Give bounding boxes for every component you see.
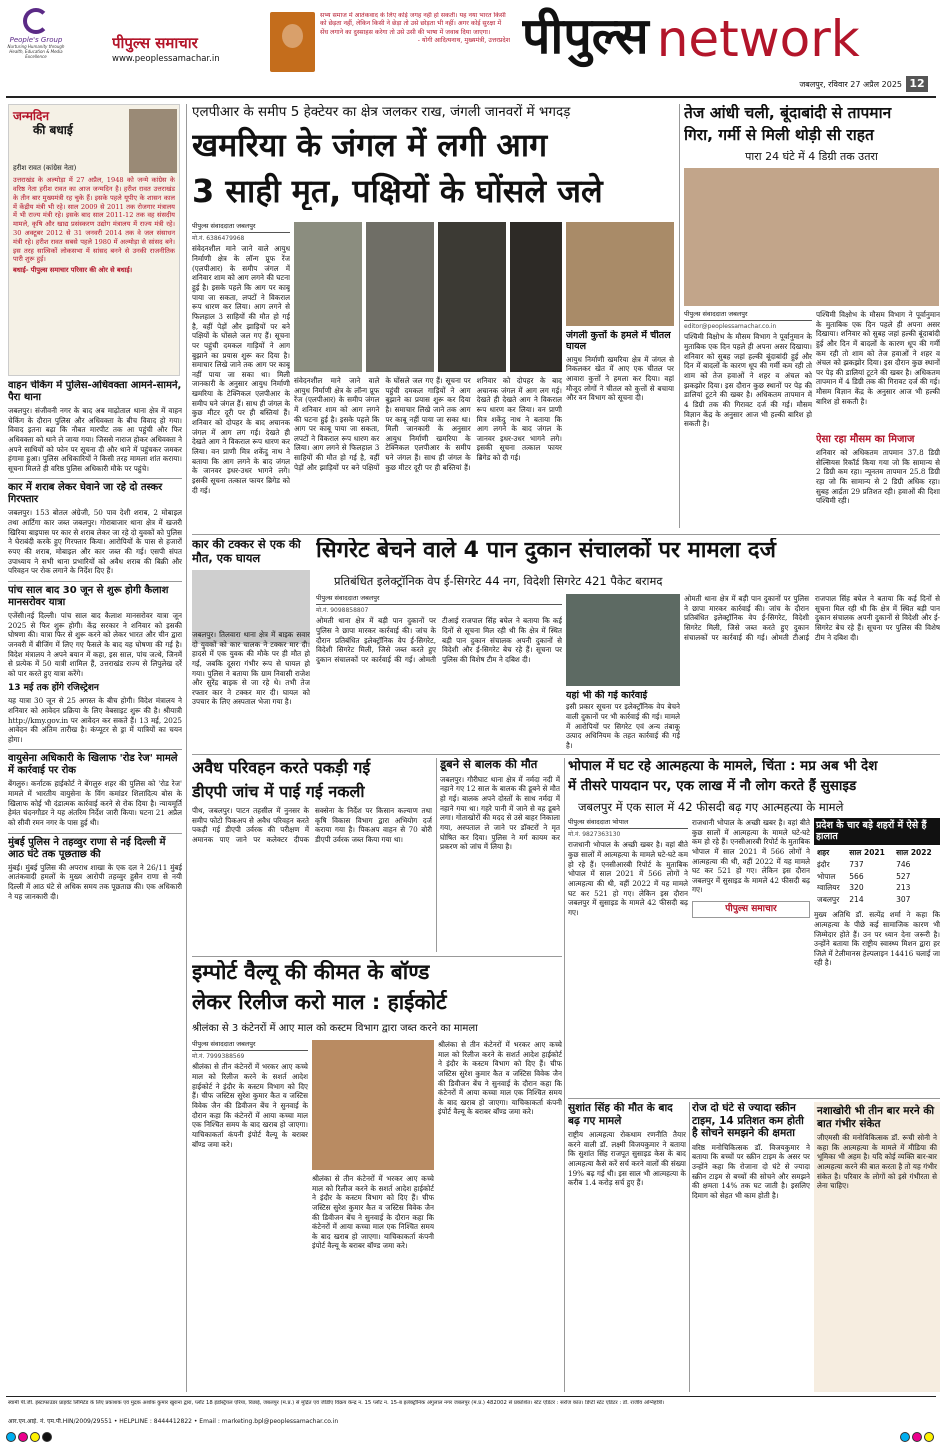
import-body: श्रीलंका से तीन कंटेनरों में भरकर आए कच्चे माल को रिलीज करने के सशर्त आदेश हाईकोर्ट ने इंदौर के कस्टम विभाग को दिए हैं। चीफ जस्टिस सुरेश कुमार कैत व जस्टिस विवेक जैन की डिवीजन बेंच ने सुनवाई के दौरान कहा कि कंटेनरों में आया कच्चा माल एक निश्चित समय के बाद खराब हो जाएगा। याचिकाकर्ता कंपनी इंपोर्ट वैल्यू के बराबर बॉण्ड जमा करे। <box>192 1062 308 1149</box>
import-headline-line1: इम्पोर्ट वैल्यू की कीमत के बॉण्ड <box>192 960 430 984</box>
cigarette-body-cont: ओमती थाना क्षेत्र में बड़ी पान दुकानों पर पुलिस ने छापा मारकर कार्रवाई की। जांच के दौरान प्रतिबंधित इलेक्ट्रॉनिक वेप ई-सिगरेट, विदेशी सिगरेट मिली, जिसे जब्त करते हुए दुकान संचालकों पर कार्रवाई की गई। ओमती टीआई राजपाल सिंह बघेल ने बताया कि कई दिनों से सूचना मिल रही थी कि क्षेत्र में स्थित बड़ी पान दुकान संचालक अपनी दुकानों से विदेशी और ई-सिगरेट बेच रहे हैं। सूचना पर पुलिस की विशेष टीम ने दबिश दी। <box>684 594 940 642</box>
import-body-cont: श्रीलंका से तीन कंटेनरों में भरकर आए कच्चे माल को रिलीज करने के सशर्त आदेश हाईकोर्ट ने इंदौर के कस्टम विभाग को दिए हैं। चीफ जस्टिस सुरेश कुमार कैत व जस्टिस विवेक जैन की डिवीजन बेंच ने सुनवाई के दौरान कहा कि कंटेनरों में आया कच्चा माल एक निश्चित समय के बाद खराब हो जाएगा। याचिकाकर्ता कंपनी इंपोर्ट वैल्यू के बराबर बॉण्ड जमा करे। <box>312 1174 434 1251</box>
lead-text <box>192 222 290 532</box>
lead-body: संवेदनशील माने जाने वाले आयुध निर्माणी क्षेत्र के लॉन्ग प्रूफ रेंज (एलपीआर) के समीप जंगल में शनिवार शाम को आग लगने की घटना हुई है। इसके पहले कि आग पर काबू पाया जा सकता, लपटों ने विकराल रूप धारण कर लिया। आग लगने से फिलहाल 3 साहियों की मौत हो गई है, वहीं पेड़ों और झाड़ियों पर बने पक्षियों के घोंसले जल गए हैं। सूचना पर पहुंची दमकल गाड़ियों ने आग बुझाने का प्रयास शुरू कर दिया है। समाचार लिखे जाने तक आग पर काबू नहीं पाया जा सका था। मिली जानकारी के अनुसार आयुध निर्माणी खमरिया के टेक्निकल एलपीआर के समीप घने जंगल हैं। साथ ही जंगल के कुछ मीटर दूरी पर ही बस्तियां हैं। शनिवार को दोपहर के बाद अचानक जंगल में आग लग गई। देखते ही देखते आग ने विकराल रूप धारण कर लिया। वन प्राणी मित्र शकेंदु नाथ ने बताया कि आग लगने के बाद जंगल के जानवर इधर-उधर भागने लगे। इसकी सूचना तत्काल फायर ब्रिगेड को दी गई। <box>192 244 290 495</box>
import-byline: पीपुल्स संवाददाता जबलपुर <box>192 1040 308 1051</box>
story-kailash <box>8 581 182 678</box>
table-row <box>814 871 940 883</box>
network-hindi: पीपुल्स <box>522 7 649 65</box>
police-raid-photo <box>566 594 680 686</box>
peoples-group-emblem-icon <box>23 8 49 34</box>
cigarette-headline: सिगरेट बेचने वाले 4 पान दुकान संचालकों पर मामला दर्ज <box>316 538 776 563</box>
registration-mark-icon <box>30 1432 40 1442</box>
cigarette-body2: इसी प्रकार सूचना पर इलेक्ट्रॉनिक वेप बेचने वाली दुकानों पर भी कार्रवाई की गई। मामले में आरोपियों पर सिगरेट एवं अन्य तंबाकू उत्पाद अधिनियम के तहत कार्रवाई की गई है। <box>566 702 680 750</box>
weather-body2: शनिवार को अधिकतम तापमान 37.8 डिग्री सेल्सियस रिकॉर्ड किया गया जो कि सामान्य से 2 डिग्री कम रहा। न्यूनतम तापमान 25.8 डिग्री रहा जो कि सामान्य से 2 डिग्री अधिक रहा। सुबह आर्द्रता 29 प्रतिशत रही। हवाओं की दिशा पश्चिमी रही। <box>816 448 940 506</box>
story-registration <box>8 683 182 744</box>
bhopal-body: राजधानी भोपाल के अच्छी खबर है। वहां बीते कुछ सालों में आत्महत्या के मामले घटे-घटे कम हो रहे हैं। एनसीआरबी रिपोर्ट के मुताबिक भोपाल में साल 2021 में 566 लोगों ने आत्महत्या की थी, वहीं 2022 में यह मामले घट कर 521 हो गए। लेकिन इस दौरान जबलपुर में सुसाइड के मामले 42 फीसदी बढ़ गए। <box>568 840 688 917</box>
table-cell: 737 <box>849 859 864 869</box>
sushant-body: राष्ट्रीय आत्महत्या रोकथाम रणनीति तैयार करने वाली डॉ. लक्ष्मी विजयकुमार ने बताया कि सुशांत सिंह राजपूत सुसाइड केस के बाद आत्महत्या कैसे करें सर्च करने वालों की संख्या 19% बढ़ गई थी। इस साल भी आत्महत्या के करीब 1.4 करोड़ सर्च हुए हैं। <box>568 1130 686 1188</box>
weather-subhead: पारा 24 घंटे में 4 डिग्री तक उतरा <box>745 150 878 163</box>
bhopal-divider <box>564 758 565 1392</box>
bhopal-subhead: जबलपुर में एक साल में 42 फीसदी बढ़ गए आत्महत्या के मामले <box>578 800 844 814</box>
birthday-title-bottom: की बधाई <box>33 123 73 138</box>
drowning-story <box>440 758 560 952</box>
story-body: मुंबई। मुंबई पुलिस की अपराध शाखा के एक दल ने 26/11 मुंबई आतंकवादी हमलों के मुख्य आरोपी तहव्वुर हुसैन राणा से नयी दिल्ली में आठ घंटे से अधिक समय तक पूछताछ की। एक अधिकारी ने यह जानकारी दी। <box>8 862 182 901</box>
bhopal-headline-line1: भोपाल में घट रहे आत्महत्या के मामले, चिंता : मप्र अब भी देश <box>568 758 878 774</box>
story-tahawwur <box>8 833 182 902</box>
birthday-text: उत्तराखंड के अल्मोड़ा में 27 अप्रैल, 1948 को जन्मे कांग्रेस के वरिष्ठ नेता हरीश रावत का आज जन्मदिन है। हरीश रावत उत्तराखंड के तीन बार मुख्यमंत्री रह चुके हैं। इसके पहले यूपीए के शासन काल में केंद्रीय मंत्री भी रहे। साल 2009 से 2011 तक रोजगार मंत्रालय में भी राज्य मंत्री रहे। इसके बाद साल 2011-12 तक वह संसदीय मामले, कृषि और खाद्य प्रसंस्करण उद्योग मंत्रालय में राज्य मंत्री रहे। 30 अक्टूबर 2012 से 31 जनवरी 2014 तक वे जल संसाधन मंत्री रहे। हरीश रावत सबसे पहले 1980 में अल्मोड़ा से सांसद बने। इस तरह सात्विकों लोकसभा में सांसद बनने से उनकी राजनीतिक पारी शुरू हुई। <box>13 176 175 264</box>
paper-logo <box>112 34 262 74</box>
sushant-story <box>568 1102 686 1392</box>
weather-subhead2: ऐसा रहा मौसम का मिजाज <box>816 434 915 445</box>
car-accident-text <box>192 630 310 750</box>
story-headline: पांच साल बाद 30 जून से शुरू होगी कैलाश मानसरोवर यात्रा <box>8 584 169 608</box>
network-english: network <box>656 10 860 68</box>
footer-imprint: स्वामी पी.जी. इंस्टाफाउंडर प्राइवेट लिमिटेड के लिए प्रकाशक एवं मुद्रक अशोक कुमार खुराना द्वारा, प्लॉट 18 इंडस्ट्रियल एरिया, रिछाई, जबलपुर (म.प्र.) से मुद्रित एवं जीडीए विक्रय केन्द्र न. 15 प्लॉट न. 15-ब इलेक्ट्रॉनिक अंगुलाल नगर जबलपुर (म.प्र.) 482002 से प्रकाशित। स्टेट एडिटर : सरोज कांत। डिप्टी स्टेट एडिटर : डॉ. राजीव अग्निहोत्री। <box>8 1400 665 1406</box>
story-road-rage <box>8 749 182 827</box>
city-table-header-cell: साल 2021 <box>849 847 885 857</box>
quote-box <box>320 12 510 74</box>
story-headline: वायुसेना अधिकारी के खिलाफ 'रोड रेज' मामले में कार्रवाई पर रोक <box>8 753 178 777</box>
bhopal-inline-logo <box>692 901 810 918</box>
table-cell: जबलपुर <box>817 895 840 905</box>
peoples-group-name: People's Group <box>9 36 63 44</box>
birthday-name: हरीश रावत (कांग्रेस नेता) <box>13 163 77 172</box>
story-body: जबलपुर। 153 बोतल अंग्रेजी, 50 पाव देशी शराब, 2 मोबाइल तथा आर्टिगा कार जब्त जबलपुर। गोराबाजार थाना क्षेत्र में खजरी खिरिया बाइपास पर कार से शराब लेकर जा रहे दो युवकों को पुलिस ने घेराबंदी करके हुए गिरफ्तार किया। आरोपियों के पास से हजारों रुपए की शराब, मोबाइल और कार जब्त की गई। एसपी संपत उपाध्याय ने सभी थाना प्रभारियों को अवैध शराब की बिक्री और परिवहन पर रोक लगाने के निर्देश दिए हैं। <box>8 508 182 576</box>
dap-body: पीथ, जबलपुर। पाटन तहसील में नुनसर के समीप फोटो पिकअप से अवैध परिवहन करते पकड़ी गई डीएपी उर्वरक की परीक्षण में अमानक पाए जाने पर कलेक्टर दीपक सक्सेना के निर्देश पर किसान कल्याण तथा कृषि विकास विभाग द्वारा अभियोग दर्ज कराया गया है। पिकअप वाहन से 70 बोरी डीएपी उर्वरक जब्त किया गया था। <box>192 806 432 844</box>
quote-author: - योगी आदित्यनाथ, मुख्यमंत्री, उत्तरप्रदेश <box>417 36 510 44</box>
bhopal-logo-label: पीपुल्स समाचार <box>725 904 777 915</box>
lead-kicker: एलपीआर के समीप 5 हेक्टेयर का क्षेत्र जलकर राख, जंगली जानवरों में भगदड़ <box>192 104 571 120</box>
screen-time-story <box>692 1102 810 1392</box>
story-body: बेंगलुरु। कर्नाटक हाईकोर्ट ने बेंगलुरु शहर की पुलिस को 'रोड रेज' मामले में भारतीय वायुसेना के विंग कमांडर शिलादित्य बोस के खिलाफ कोई भी दंडात्मक कार्रवाई करने से रोक दिया है। न्यायमूर्ति हेमंत चंदनगौडर ने यह अंतरिम निर्देश जारी किया। घटना 21 अप्रैल को सीवी रमन नगर के पास हुई थी। <box>8 779 182 828</box>
forest-fire-smoke-photo <box>366 222 434 372</box>
bhopal-headline-line2: में तीसरे पायदान पर, एक लाख में नौ लोग करते हैं सुसाइड <box>568 778 857 794</box>
bhopal-side-body: मुख्य अतिथि डॉ. सत्येंद्र शर्मा ने कहा कि आत्महत्या के पीछे कई सामाजिक कारण भी जिम्मेदार होते हैं। उन पर ध्यान देना जरूरी है। उन्होंने बताया कि राष्ट्रीय स्वास्थ्य मिशन द्वारा हर जिले में टेलीमानस हेल्पलाइन 14416 चलाई जा रही है। <box>814 910 940 968</box>
weather-text <box>684 310 812 530</box>
lead-text-continued <box>294 376 562 532</box>
peoples-group-logo <box>6 8 66 70</box>
import-body-cont-2: श्रीलंका से तीन कंटेनरों में भरकर आए कच्चे माल को रिलीज करने के सशर्त आदेश हाईकोर्ट ने इंदौर के कस्टम विभाग को दिए हैं। चीफ जस्टिस सुरेश कुमार कैत व जस्टिस विवेक जैन की डिवीजन बेंच ने सुनवाई के दौरान कहा कि कंटेनरों में आया कच्चा माल एक निश्चित समय के बाद खराब हो जाएगा। याचिकाकर्ता कंपनी इंपोर्ट वैल्यू के बराबर बॉण्ड जमा करे। <box>438 1040 562 1117</box>
cheetal-photo <box>566 222 674 326</box>
quote-text: सभ्य समाज में आतंकवाद के लिए कोई जगह नहीं हो सकती। यह नया भारत किसी को छेड़ता नहीं, लेकिन किसी ने छेड़ा तो उसे छोड़ता भी नहीं। अगर कोई सुरक्षा में सेंध लगाने का दुस्साहस करेगा तो उसे उसी की भाषा में जवाब दिया जाएगा। <box>320 12 506 36</box>
bhopal-body-cont: राजधानी भोपाल के अच्छी खबर है। वहां बीते कुछ सालों में आत्महत्या के मामले घटे-घटे कम हो रहे हैं। एनसीआरबी रिपोर्ट के मुताबिक भोपाल में साल 2021 में 566 लोगों ने आत्महत्या की थी, वहीं 2022 में यह मामले घट कर 521 हो गए। लेकिन इस दौरान जबलपुर में सुसाइड के मामले 42 फीसदी बढ़ गए। <box>692 818 810 895</box>
registration-mark-icon <box>42 1432 52 1442</box>
masthead-rule <box>6 96 936 98</box>
table-cell: 213 <box>896 883 911 893</box>
paper-name: पीपुल्स समाचार <box>112 34 198 52</box>
birthday-box <box>8 104 180 376</box>
registration-mark-icon <box>900 1432 910 1442</box>
footer-contact: आर.एन.आई. नं. एम.पी.HIN/2009/29551 • HELPLINE : 8444412822 • Email : marketing.bpl@peoplessamachar.co.in <box>8 1418 339 1425</box>
table-cell: भोपाल <box>817 871 836 881</box>
left-column <box>8 380 182 1390</box>
cheetal-caption-box <box>566 330 674 530</box>
bhopal-text-2 <box>692 818 810 1094</box>
table-row <box>814 882 940 894</box>
lead-headline-line1: खमरिया के जंगल में लगी आग <box>192 126 548 164</box>
import-text-3 <box>438 1040 562 1392</box>
table-cell: इंदौर <box>817 859 830 869</box>
cigarette-byline: पीपुल्स संवाददाता जबलपुर <box>316 594 562 605</box>
table-cell: 527 <box>896 871 911 881</box>
dust-storm-photo <box>684 168 939 306</box>
import-subhead: श्रीलंका से 3 कंटेनरों में आए माल को कस्टम विभाग द्वारा जब्त करने का मामला <box>192 1023 478 1034</box>
cheetal-caption-body: आयुध निर्माणी खमरिया क्षेत्र में जंगल से निकलकर खेत में आए एक चीतल पर आवारा कुत्तों ने हमला कर दिया। वहां मौजूद लोगों ने चीतल को कुत्तों से बचाया और वन विभाग को सूचना दी। <box>566 354 674 403</box>
weather-email[interactable]: editor@peoplessamachar.co.in <box>684 322 777 330</box>
addiction-headline: नशाखोरी भी तीन बार मरने की बात गंभीर संकेत <box>817 1105 935 1130</box>
city-table-header-cell: साल 2022 <box>896 847 932 857</box>
story-vehicle-check <box>8 380 182 473</box>
screen-divider <box>689 1102 690 1392</box>
drowning-headline: डूबने से बालक की मौत <box>440 758 538 771</box>
lead-body-continued: संवेदनशील माने जाने वाले आयुध निर्माणी क्षेत्र के लॉन्ग प्रूफ रेंज (एलपीआर) के समीप जंगल में शनिवार शाम को आग लगने की घटना हुई है। इसके पहले कि आग पर काबू पाया जा सकता, लपटों ने विकराल रूप धारण कर लिया। आग लगने से फिलहाल 3 साहियों की मौत हो गई है, वहीं पेड़ों और झाड़ियों पर बने पक्षियों के घोंसले जल गए हैं। सूचना पर पहुंची दमकल गाड़ियों ने आग बुझाने का प्रयास शुरू कर दिया है। समाचार लिखे जाने तक आग पर काबू नहीं पाया जा सका था। मिली जानकारी के अनुसार आयुध निर्माणी खमरिया के टेक्निकल एलपीआर के समीप घने जंगल हैं। साथ ही जंगल के कुछ मीटर दूरी पर ही बस्तियां हैं। शनिवार को दोपहर के बाद अचानक जंगल में आग लग गई। देखते ही देखते आग ने विकराल रूप धारण कर लिया। वन प्राणी मित्र शकेंदु नाथ ने बताया कि आग लगने के बाद जंगल के जानवर इधर-उधर भागने लगे। इसकी सूचना तत्काल फायर ब्रिगेड को दी गई। <box>294 376 562 472</box>
car-accident-body: जबलपुर। तिलवारा थाना क्षेत्र में बाइक सवार दो युवकों को कार चालक ने टक्कर मार दी। हादसे में एक युवक की मौके पर ही मौत हो गई, जबकि दूसरा गंभीर रूप से घायल हो गया। पुलिस ने बताया कि ग्राम निवासी राजेश और सुरेंद्र बाइक से जा रहे थे। तभी तेज रफ्तार कार ने टक्कर मार दी। घायल को उपचार के लिए अस्पताल भेजा गया है। <box>192 630 310 707</box>
cigarette-body: ओमती थाना क्षेत्र में बड़ी पान दुकानों पर पुलिस ने छापा मारकर कार्रवाई की। जांच के दौरान प्रतिबंधित इलेक्ट्रॉनिक वेप ई-सिगरेट, विदेशी सिगरेट मिली, जिसे जब्त करते हुए दुकान संचालकों पर कार्रवाई की गई। ओमती टीआई राजपाल सिंह बघेल ने बताया कि कई दिनों से सूचना मिल रही थी कि क्षेत्र में स्थित बड़ी पान दुकान संचालक अपनी दुकानों से विदेशी और ई-सिगरेट बेच रहे हैं। सूचना पर पुलिस की विशेष टीम ने दबिश दी। <box>316 616 562 665</box>
city-table <box>814 847 940 906</box>
story-headline: कार में शराब लेकर घेवाने जा रहे दो तस्कर गिरफ्तार <box>8 482 163 506</box>
dead-porcupine-photo-1 <box>438 222 506 372</box>
city-table-header <box>814 847 940 859</box>
cigarette-subhead: प्रतिबंधित इलेक्ट्रॉनिक वेप ई-सिगरेट 44 नग, विदेशी सिगरेट 421 पैकेट बरामद <box>334 574 663 588</box>
lead-mobile: मो.नं. 6386479968 <box>192 234 245 242</box>
lower-right-rule <box>568 1098 940 1099</box>
import-mobile: मो.नं. 7999388569 <box>192 1052 245 1060</box>
weather-byline: पीपुल्स संवाददाता जबलपुर <box>684 310 812 321</box>
registration-mark-icon <box>6 1432 16 1442</box>
cigarette-text <box>316 594 562 750</box>
table-row <box>814 894 940 906</box>
dead-porcupine-photo-2 <box>510 222 562 372</box>
website[interactable]: www.peoplessamachar.in <box>112 54 220 64</box>
network-title <box>522 6 942 68</box>
car-accident-headline: कार की टक्कर से एक की मौत, एक घायल <box>192 538 301 565</box>
left-column-divider <box>186 104 187 1392</box>
dateline: जबलपुर, रविवार 27 अप्रैल 2025 <box>799 80 902 89</box>
forest-fire-road-photo <box>294 222 362 372</box>
car-accident-text-2 <box>314 620 315 750</box>
peoples-group-tagline: Nurturing Humanity through Health, Education & Media Excellence <box>7 44 65 59</box>
drowning-divider <box>436 758 437 952</box>
cm-face-icon <box>282 24 303 48</box>
table-row <box>814 859 940 871</box>
registration-mark-icon <box>924 1432 934 1442</box>
bhopal-text <box>568 818 688 1094</box>
city-table-box <box>814 818 940 1094</box>
cheetal-caption: जंगली कुत्तों के हमले में चीतल घायल <box>566 330 671 353</box>
table-cell: 214 <box>849 895 864 905</box>
import-text-2 <box>312 1174 434 1392</box>
weather-divider <box>679 104 680 528</box>
story-liquor <box>8 478 182 575</box>
cigarette-text-3 <box>684 594 940 750</box>
dap-text <box>192 806 432 952</box>
mid-rule <box>192 754 940 755</box>
import-headline-line2: लेकर रिलीज करो माल : हाईकोर्ट <box>192 990 447 1014</box>
sushant-headline: सुशांत सिंह की मौत के बाद बढ़ गए मामले <box>568 1102 673 1127</box>
table-cell: 746 <box>896 859 911 869</box>
birthday-wishes: बधाई- पीपुल्स समाचार परिवार की ओर से बधाई। <box>13 266 133 275</box>
drowning-body: जबलपुर। गौरीघाट थाना क्षेत्र में नर्मदा नदी में नहाने गए 12 साल के बालक की डूबने से मौत हो गई। बालक अपने दोस्तों के साथ नर्मदा में नहाने गया था। गहरे पानी में जाने से वह डूबने लगा। गोताखोरों की मदद से उसे बाहर निकाला गया, अस्पताल ले जाने पर डॉक्टरों ने मृत घोषित कर दिया। पुलिस ने मर्ग कायम कर प्रकरण को जांच में लिया है। <box>440 774 560 852</box>
table-cell: 320 <box>849 883 864 893</box>
weather-text-2 <box>816 310 940 530</box>
weather-headline-line1: तेज आंधी चली, बूंदाबांदी से तापमान <box>684 104 892 122</box>
footer-rule <box>6 1396 936 1397</box>
story-body: एजेंसी।नई दिल्ली। पांच साल बाद कैलाश मानसरोवर यात्रा जून 2025 से फिर शुरू होगी। केंद्र सरकार ने शनिवार को इसकी घोषणा की। यात्रा फिर से शुरू करने को लेकर भारत और चीन द्वारा जनवरी में बीजिंग में लिए गए फैसले के बाद यह घोषणा की गई है। विदेश मंत्रालय ने अपने बयान में कहा, इस साल, पांच जत्थे, जिनमें से प्रत्येक में 50 यात्री शामिल हैं, उत्तराखंड राज्य से लिपुलेख दर्रे को पार करते हुए यात्रा करेंगे। <box>8 610 182 678</box>
table-cell: 566 <box>849 871 864 881</box>
addiction-body: जीएमसी की मनोविकित्सक डॉ. रूची सोनी ने कहा कि आत्महत्या के मामले में मीडिया की भूमिका भी अहम है। यदि कोई व्यक्ति बार-बार आत्महत्या करने की बात करता है तो यह गंभीर संकेत है। परिवार के लोगों को इसे गंभीरता से लेना चाहिए। <box>817 1133 937 1191</box>
birthday-title-top: जन्मदिन <box>13 109 50 123</box>
dap-headline-line2: डीएपी जांच में पाई गई नकली <box>192 782 365 801</box>
story-body: जबलपुर। संजीवनी नगर के बाद अब माढ़ोताल थाना क्षेत्र में वाहन चेकिंग के दौरान पुलिस और अधिवक्ता के बीच विवाद हो गया। विवाद इतना बढ़ा कि नौबत मारपीट तक आ पहुंची और फिर अधिवक्ता को थाने ले जाया गया। जिससे नाराज होकर अधिवक्ता ने अपने साथियों को फोन पर सूचना दी और थाने में पहुंचकर जमकर हंगामा हुआ। पुलिस अधिकारियों ने किसी तरह मामला शांत कराया। सूचना मिलते ही वरिष्ठ पुलिस अधिकारी मौके पर पहुंचे। <box>8 406 182 473</box>
registration-mark-icon <box>18 1432 28 1442</box>
cigarette-text-2 <box>566 690 680 750</box>
lead-headline-line2: 3 साही मृत, पक्षियों के घोंसले जले <box>192 172 603 210</box>
story-headline: मुंबई पुलिस ने तहव्वुर राणा से नई दिल्ली में आठ घंटे तक पूछताछ की <box>8 836 166 860</box>
table-cell: ग्वालियर <box>817 883 840 893</box>
city-table-title: प्रदेश के चार बड़े शहरों में ऐसे हैं हालात <box>814 818 940 845</box>
page-number: 12 <box>906 76 928 92</box>
lead-bottom-rule <box>192 534 940 535</box>
cigarette-mobile: मो.नं. 9098858807 <box>316 606 369 614</box>
cm-photo <box>270 12 315 72</box>
bhopal-mobile: मो.नं. 9827363130 <box>568 830 621 838</box>
story-headline: वाहन चेकिंग में पुलिस-अधिवक्ता आमने-सामने, पैरा थाना <box>8 380 182 403</box>
screen-time-body: वरिष्ठ मनोचिकित्सक डॉ. विजयकुमार ने बताया कि बच्चों पर स्क्रीन टाइम के असर पर उन्होंने कहा कि रोजाना दो घंटे से ज्यादा स्क्रीन टाइम से बच्चों की सोचने और समझने की क्षमता 14% तक घट जाती है। इसलिए दिमाग को सेहत भी काम होती है। <box>692 1142 810 1200</box>
weather-headline-line2: गिरा, गर्मी से मिली थोड़ी सी राहत <box>684 126 874 144</box>
lower-rule <box>192 956 562 957</box>
high-court-photo <box>312 1040 434 1170</box>
weather-body: पश्चिमी विक्षोभ के मौसम विभाग ने पूर्वानुमान के मुताबिक एक दिन पहले ही अपना असर दिखाया। शनिवार को सुबह जहां हल्की बूंदाबांदी हुई और दिन में बादलों के कारण धूप की गर्मी कम रही तो शाम को तेज हवाओं ने शहर व अंचल को झकझोर दिया। इस दौरान कुछ स्थानों पर पेड़ की डालियां टूटने की खबर है। अधिकतम तापमान में 4 डिग्री तक की गिरावट दर्ज की गई। मौसम विज्ञान केंद्र के अनुसार आज भी हल्की बारिश हो सकती है। <box>684 332 812 429</box>
story-body: यह यात्रा 30 जून से 25 अगस्त के बीच होगी। विदेश मंत्रालय ने शनिवार को आवेदन प्रक्रिया के लिए वेबसाइट शुरू की है। श्रीयात्री http://kmy.gov.in पर आवेदन कर सकते हैं। 13 मई, 2025 आवेदन की अंतिम तारीख है। कंप्यूटर से ड्रा में यात्रियों का चयन होगा। <box>8 696 182 744</box>
table-cell: 307 <box>896 895 911 905</box>
lead-byline: पीपुल्स संवाददाता जबलपुर <box>192 222 290 233</box>
import-text <box>192 1040 308 1392</box>
weather-body-cont: पश्चिमी विक्षोभ के मौसम विभाग ने पूर्वानुमान के मुताबिक एक दिन पहले ही अपना असर दिखाया। शनिवार को सुबह जहां हल्की बूंदाबांदी हुई और दिन में बादलों के कारण धूप की गर्मी कम रही तो शाम को तेज हवाओं ने शहर व अंचल को झकझोर दिया। इस दौरान कुछ स्थानों पर पेड़ की डालियां टूटने की खबर है। अधिकतम तापमान में 4 डिग्री तक की गिरावट दर्ज की गई। मौसम विज्ञान केंद्र के अनुसार आज भी हल्की बारिश हो सकती है। <box>816 310 940 406</box>
bhopal-byline: पीपुल्स संवाददाता भोपाल <box>568 818 688 829</box>
birthday-photo <box>129 109 177 173</box>
addiction-story <box>814 1102 940 1392</box>
story-headline: 13 मई तक होंगे रजिस्ट्रेशन <box>8 683 99 694</box>
cigarette-subhead2: यहां भी की गई कार्रवाई <box>566 690 648 701</box>
dap-headline-line1: अवैध परिवहन करते पकड़ी गई <box>192 758 371 777</box>
city-table-header-cell: शहर <box>817 847 830 857</box>
registration-mark-icon <box>912 1432 922 1442</box>
screen-time-headline: रोज दो घंटे से ज्यादा स्क्रीन टाइम, 14 प्रतिशत कम होती है सोचने समझने की क्षमता <box>692 1102 804 1140</box>
